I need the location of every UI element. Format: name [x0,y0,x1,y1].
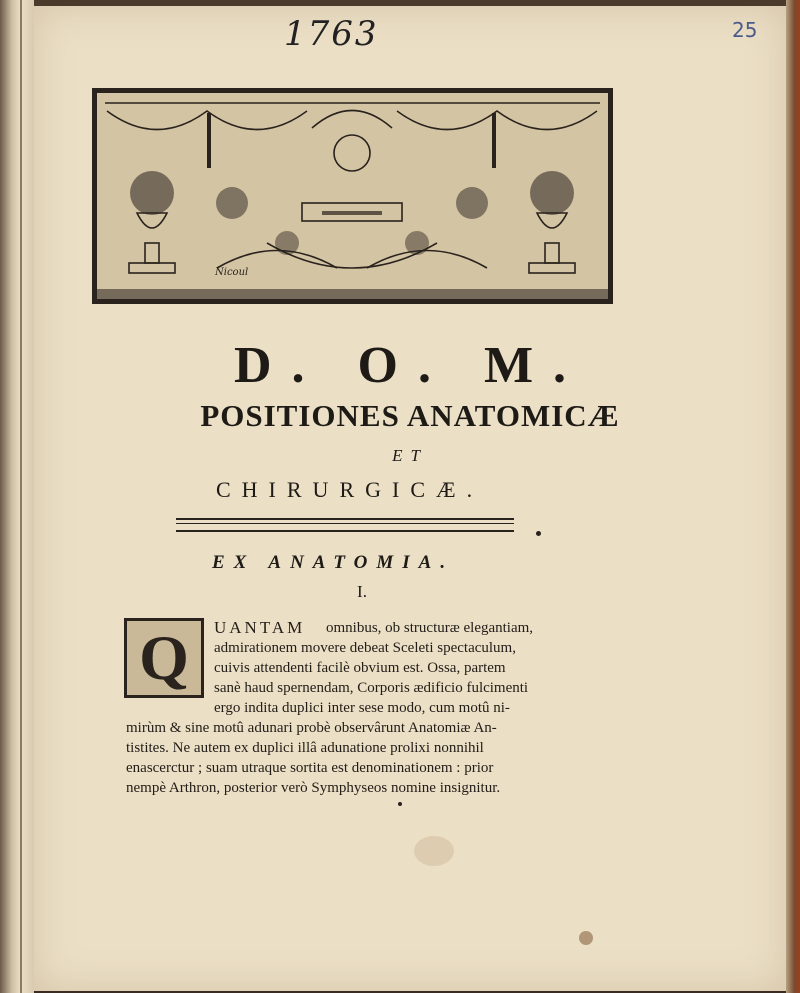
book-binding [0,0,34,993]
title-et: ET [392,446,428,465]
ornament-signature: Nicoul [215,267,249,278]
text-line-8: enascerctur ; suam utraque sortita est denominationem : prior [126,760,494,776]
text-line-5: ergo indita duplici inter sese modo, cum motû ni- [214,700,510,716]
drop-cap [124,618,204,698]
ornament-engraving [97,93,608,299]
text-line-6: mirùm & sine motû adunari probè observârunt Anatomiæ An- [126,720,497,736]
lead-word: UANTAM [214,618,306,637]
text-line-2: admirationem movere debeat Sceleti spectaculum, [214,640,516,656]
rule-dot [536,531,541,536]
text-line-9: nempè Arthron, posterior verò Symphyseos nomine insignitur. [126,780,501,796]
paper-stain [414,836,454,866]
text-line-7: tistites. Ne autem ex duplici illâ adunatione prolixi nonnihil [126,740,484,756]
section-number: I. [357,582,367,601]
catchword-dot [398,802,402,806]
handwritten-number: 1763 [284,14,379,54]
double-rule [176,518,514,532]
title-positiones: POSITIONES ANATOMICÆ [200,398,620,433]
page-number: 25 [732,18,758,42]
headpiece-ornament [92,88,613,304]
text-line-1: omnibus, ob structuræ elegantiam, [326,620,534,636]
title-chirurgicae: CHIRURGICÆ. [216,477,484,502]
book-page [34,6,786,991]
paper-spot [579,931,593,945]
title-dom: D. O. M. [233,337,587,394]
text-line-3: cuivis attendenti facilè obvium est. Ossa, partem [214,660,506,676]
text-line-4: sanè haud spernendam, Corporis ædificio fulcimenti [214,680,529,696]
drop-cap-letter: Q [139,622,189,693]
page-edge [786,0,800,993]
section-heading: EX ANATOMIA. [212,552,455,573]
